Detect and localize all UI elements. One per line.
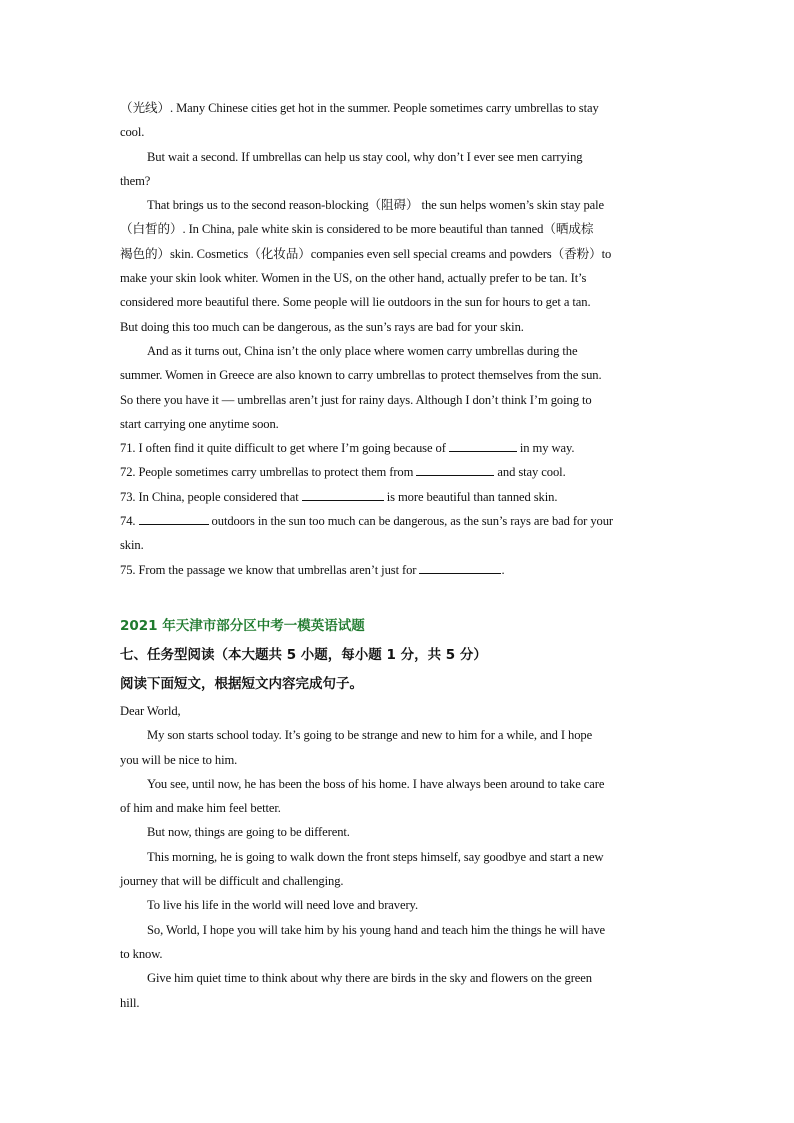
question-text: is more beautiful than tanned skin.: [383, 489, 558, 504]
answer-blank[interactable]: [139, 512, 209, 525]
question-text: outdoors in the sun too much can be dangerous, as the sun’s rays are bad for your: [208, 514, 613, 529]
question-text: 71. I often find it quite difficult to get where I’m going because of: [120, 441, 449, 456]
passage-1: [120, 96, 676, 436]
passage-line: And as it turns out, China isn’t the only place where women carry umbrellas during the: [147, 343, 578, 358]
letter-line: But now, things are going to be different.: [147, 825, 350, 840]
passage-line: them?: [120, 173, 151, 188]
question-text: 73. In China, people considered that: [120, 489, 302, 504]
question-text: skin.: [120, 538, 144, 553]
instruction-heading: 阅读下面短文，根据短文内容完成句子。: [120, 675, 363, 692]
passage-line: But doing this too much can be dangerous, as the sun’s rays are bad for your skin.: [120, 319, 524, 334]
passage-line: summer. Women in Greece are also known to carry umbrellas to protect themselves from the sun.: [120, 368, 602, 383]
answer-blank[interactable]: [449, 439, 517, 452]
question-list: [120, 436, 676, 582]
answer-blank[interactable]: [419, 561, 501, 574]
question-text: 75. From the passage we know that umbrellas aren’t just for: [120, 562, 420, 577]
question-75: [120, 558, 676, 582]
letter-line: you will be nice to him.: [120, 752, 238, 767]
passage-line: considered more beautiful there. Some people will lie outdoors in the sun for hours to get a tan.: [120, 295, 591, 310]
question-text: and stay cool.: [494, 465, 566, 480]
letter-line: of him and make him feel better.: [120, 801, 281, 816]
letter-line: Give him quiet time to think about why there are birds in the sky and flowers on the green: [147, 971, 592, 986]
question-text: .: [501, 562, 505, 577]
answer-blank[interactable]: [302, 488, 384, 501]
question-73: [120, 485, 676, 509]
passage-line: That brings us to the second reason-blocking（阻碍） the sun helps women’s skin stay pale: [147, 198, 605, 213]
question-72: [120, 460, 676, 484]
passage-line: （光线）. Many Chinese cities get hot in the summer. People sometimes carry umbrellas to stay: [120, 101, 599, 115]
passage-line: make your skin look whiter. Women in the US, on the other hand, actually prefer to be tan. It’s: [120, 271, 587, 286]
letter-salutation: Dear World,: [120, 703, 181, 718]
question-74-continued: [120, 533, 676, 557]
passage-line: start carrying one anytime soon.: [120, 416, 279, 431]
letter-line: My son starts school today. It’s going to be strange and new to him for a while, and I hope: [147, 728, 593, 743]
letter-line: To live his life in the world will need love and bravery.: [147, 898, 418, 913]
letter-line: You see, until now, he has been the boss of his home. I have always been around to take care: [147, 776, 605, 791]
passage-line: （白皙的）. In China, pale white skin is considered to be more beautiful than tanned（晒成棕: [120, 222, 594, 237]
question-text: in my way.: [516, 441, 575, 456]
passage-line: 褐色的）skin. Cosmetics（化妆品）companies even sell special creams and powders（香粉）to: [120, 246, 612, 261]
question-text: 72. People sometimes carry umbrellas to protect them from: [120, 465, 417, 480]
part-heading: 七、任务型阅读（本大题共 5 小题，每小题 1 分，共 5 分）: [120, 646, 487, 663]
question-text: 74.: [120, 514, 139, 529]
passage-line: cool.: [120, 125, 145, 140]
answer-blank[interactable]: [416, 463, 494, 476]
section-title: 2021 年天津市部分区中考一模英语试题: [120, 617, 365, 634]
letter-line: to know.: [120, 946, 163, 961]
question-74: [120, 509, 676, 533]
passage-line: But wait a second. If umbrellas can help us stay cool, why don’t I ever see men carrying: [147, 149, 583, 164]
letter-line: hill.: [120, 995, 140, 1010]
letter-line: This morning, he is going to walk down the front steps himself, say goodbye and start a new: [147, 849, 604, 864]
question-71: [120, 436, 676, 460]
letter-line: journey that will be difficult and challenging.: [120, 874, 344, 889]
section-gap: [120, 582, 676, 612]
passage-line: So there you have it — umbrellas aren’t just for rainy days. Although I don’t think I’m going to: [120, 392, 592, 407]
letter-passage: [120, 699, 676, 1015]
document-page: [120, 96, 676, 1015]
letter-line: So, World, I hope you will take him by his young hand and teach him the things he will have: [147, 922, 606, 937]
